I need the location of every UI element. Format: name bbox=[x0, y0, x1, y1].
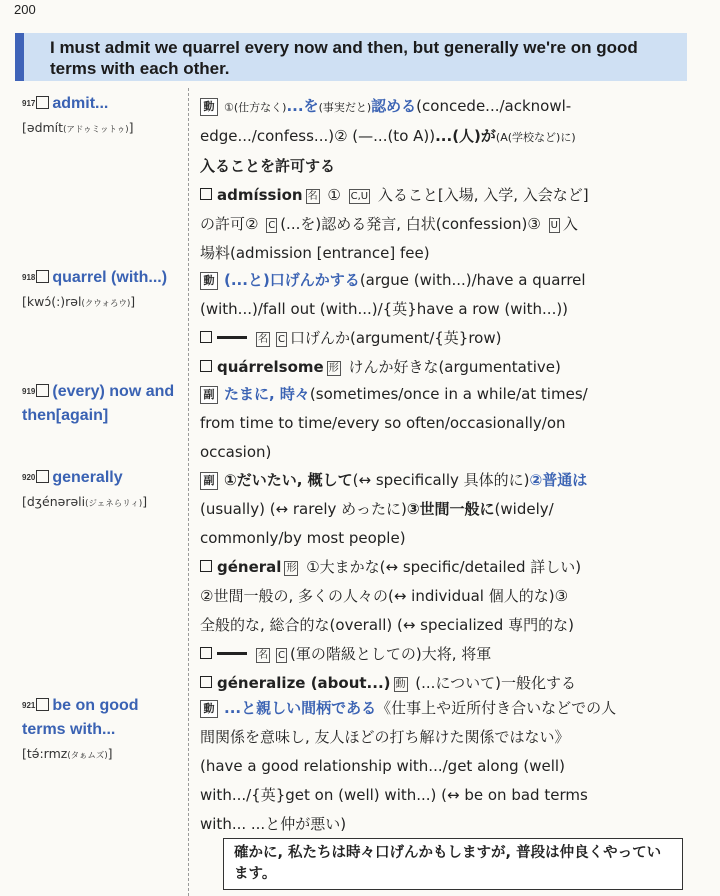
definition-text: ①大まかな(↔ specific/detailed 詳しい) bbox=[301, 558, 582, 576]
definition-line bbox=[200, 466, 660, 495]
definition-text: ②世間一般の, 多くの人々の(↔ individual 個人的な)③ bbox=[200, 587, 569, 605]
definition-line bbox=[200, 611, 660, 640]
checkbox-icon[interactable] bbox=[36, 384, 49, 397]
part-of-speech-badge: 副 bbox=[200, 386, 218, 404]
definition-text: quárrelsome bbox=[217, 358, 324, 376]
part-of-speech-badge: 動 bbox=[200, 98, 218, 116]
headword-text: (every) now and then[again] bbox=[22, 383, 175, 424]
definition-line bbox=[200, 640, 660, 669]
definition-line bbox=[200, 810, 660, 839]
derivative-checkbox-icon[interactable] bbox=[200, 676, 212, 688]
definition-text: (軍の階級としての)大将, 将軍 bbox=[289, 645, 492, 663]
definition-line bbox=[200, 181, 660, 210]
translation-box: 確かに, 私たちは時々口げんかもしますが, 普段は仲良くやっています。 bbox=[223, 838, 683, 890]
definition-text: ③世間一般に bbox=[406, 500, 495, 518]
entry-headword-block bbox=[22, 266, 182, 314]
grammar-tag: C bbox=[278, 334, 285, 345]
pronunciation: [tə́:rmz(タぁムズ)] bbox=[22, 746, 113, 761]
headword bbox=[22, 266, 182, 290]
definition-text: (usually) (↔ rarely めったに) bbox=[200, 500, 407, 518]
definition-line bbox=[200, 781, 660, 810]
headword-text: admit... bbox=[52, 95, 109, 112]
definition-text: ①だいたい, 概して bbox=[224, 471, 353, 489]
headword bbox=[22, 694, 182, 742]
grammar-tag: C,U bbox=[350, 191, 369, 202]
definition-text: with... ...と仲が悪い) bbox=[200, 815, 347, 833]
definition-text: (...を)認める発言, 白状(confession)③ bbox=[280, 215, 546, 233]
entry-number: 921 bbox=[22, 701, 36, 710]
definition-text: ...(人)が bbox=[435, 127, 496, 145]
definition-line bbox=[200, 122, 660, 152]
definition-text: (argue (with...)/have a quarrel bbox=[359, 271, 586, 289]
definition-line bbox=[200, 380, 660, 409]
headword-text: generally bbox=[52, 469, 123, 486]
pronunciation: [kwɔ́(:)rəl(クウォろウ)] bbox=[22, 294, 136, 309]
headword-dash-icon bbox=[217, 652, 247, 655]
checkbox-icon[interactable] bbox=[36, 270, 49, 283]
grammar-tag: U bbox=[550, 220, 558, 231]
entry-definition bbox=[200, 466, 660, 698]
definition-text: (have a good relationship with.../get along (well) bbox=[200, 757, 565, 775]
checkbox-icon[interactable] bbox=[36, 698, 49, 711]
entry-headword-block bbox=[22, 694, 182, 766]
definition-text: 入ること[入場, 入学, 入会など] bbox=[373, 186, 589, 204]
headword-dash-icon bbox=[217, 336, 247, 339]
grammar-tag: 形 bbox=[328, 363, 339, 374]
definition-line bbox=[200, 694, 660, 723]
headword bbox=[22, 92, 182, 116]
definition-text: 口げんか(argument/{英}row) bbox=[289, 329, 502, 347]
definition-text: with.../{英}get on (well) with...) (↔ be on bad terms bbox=[200, 786, 588, 804]
pronunciation: [ədmít(アドゥミットゥ)] bbox=[22, 120, 134, 135]
entry-definition bbox=[200, 380, 660, 467]
entry-headword-block bbox=[22, 380, 182, 428]
definition-text: edge.../confess...)② (—...(to A)) bbox=[200, 127, 436, 145]
definition-line bbox=[200, 409, 660, 438]
headword-text: quarrel (with...) bbox=[52, 269, 168, 286]
definition-text: (事実だと) bbox=[318, 101, 372, 114]
definition-text: géneralize (about...) bbox=[217, 674, 391, 692]
checkbox-icon[interactable] bbox=[36, 470, 49, 483]
definition-text: 《仕事上や近所付き合いなどでの人 bbox=[376, 699, 617, 717]
grammar-tag: 名 bbox=[258, 334, 268, 345]
page-number: 200 bbox=[14, 2, 36, 17]
definition-text: ① bbox=[322, 186, 346, 204]
definition-text: (...について)一般化する bbox=[410, 674, 576, 692]
definition-text: ...を bbox=[286, 97, 319, 115]
definition-text: admíssion bbox=[217, 186, 303, 204]
definition-text: 全般的な, 総合的な(overall) (↔ specialized 専門的な) bbox=[200, 616, 574, 634]
entry-headword-block bbox=[22, 466, 182, 514]
definition-text: の許可② bbox=[200, 215, 264, 233]
pronunciation: [dʒénərəli(ジェネらリィ)] bbox=[22, 494, 148, 509]
definition-line bbox=[200, 295, 660, 324]
entry-headword-block bbox=[22, 92, 182, 140]
derivative-checkbox-icon[interactable] bbox=[200, 188, 212, 200]
definition-text: (with...)/fall out (with...)/{英}have a row (with...)) bbox=[200, 300, 569, 318]
column-divider bbox=[188, 88, 189, 896]
definition-text: たまに, 時々 bbox=[224, 385, 310, 403]
entry-definition bbox=[200, 266, 660, 382]
part-of-speech-badge: 副 bbox=[200, 472, 218, 490]
definition-line bbox=[200, 266, 660, 295]
grammar-tag: 動 bbox=[395, 679, 406, 690]
definition-line bbox=[200, 353, 660, 382]
derivative-checkbox-icon[interactable] bbox=[200, 331, 212, 343]
definition-line bbox=[200, 438, 660, 467]
checkbox-icon[interactable] bbox=[36, 96, 49, 109]
definition-line bbox=[200, 239, 660, 268]
entry-definition bbox=[200, 694, 660, 839]
derivative-checkbox-icon[interactable] bbox=[200, 647, 212, 659]
definition-text: 認める bbox=[371, 97, 417, 115]
definition-text: occasion) bbox=[200, 443, 272, 461]
definition-text: ②普通は bbox=[529, 471, 588, 489]
definition-line bbox=[200, 495, 660, 524]
headword bbox=[22, 466, 182, 490]
definition-text: 場料(admission [entrance] fee) bbox=[200, 244, 430, 262]
definition-line bbox=[200, 723, 660, 752]
definition-line bbox=[200, 553, 660, 582]
definition-text: commonly/by most people) bbox=[200, 529, 406, 547]
part-of-speech-badge: 動 bbox=[200, 272, 218, 290]
grammar-tag: 形 bbox=[286, 563, 297, 574]
definition-text: けんか好きな(argumentative) bbox=[343, 358, 561, 376]
entry-number: 918 bbox=[22, 273, 36, 282]
entry-definition bbox=[200, 92, 660, 268]
part-of-speech-badge: 動 bbox=[200, 700, 218, 718]
definition-text: (concede.../acknowl- bbox=[416, 97, 572, 115]
entry-number: 919 bbox=[22, 387, 36, 396]
definition-text: 間関係を意味し, 友人ほどの打ち解けた関係ではない》 bbox=[200, 728, 570, 746]
headword-text: be on good terms with... bbox=[22, 697, 139, 738]
definition-line bbox=[200, 582, 660, 611]
headword bbox=[22, 380, 182, 428]
definition-text: (widely/ bbox=[494, 500, 554, 518]
definition-line bbox=[200, 752, 660, 781]
definition-text: 入 bbox=[562, 215, 578, 233]
derivative-checkbox-icon[interactable] bbox=[200, 560, 212, 572]
grammar-tag: 名 bbox=[258, 650, 268, 661]
definition-text: géneral bbox=[217, 558, 282, 576]
grammar-tag: C bbox=[268, 220, 276, 231]
entry-number: 917 bbox=[22, 99, 36, 108]
definition-text: ①(仕方なく) bbox=[224, 101, 287, 114]
grammar-tag: 名 bbox=[307, 191, 318, 202]
definition-text: (sometimes/once in a while/at times/ bbox=[309, 385, 588, 403]
definition-text: from time to time/every so often/occasionally/on bbox=[200, 414, 566, 432]
definition-text: (↔ specifically 具体的に) bbox=[352, 471, 530, 489]
definition-text: (A(学校など)に) bbox=[495, 131, 576, 144]
example-sentence-banner: I must admit we quarrel every now and then, but generally we're on good terms with each other. bbox=[15, 33, 687, 81]
definition-line bbox=[200, 152, 660, 181]
derivative-checkbox-icon[interactable] bbox=[200, 360, 212, 372]
definition-line bbox=[200, 92, 660, 122]
grammar-tag: C bbox=[278, 650, 285, 661]
definition-line bbox=[200, 210, 660, 239]
definition-text: (...と)口げんかする bbox=[224, 271, 360, 289]
definition-line bbox=[200, 324, 660, 353]
entry-number: 920 bbox=[22, 473, 36, 482]
definition-line bbox=[200, 524, 660, 553]
definition-text: 入ることを許可する bbox=[200, 157, 336, 175]
definition-text: ...と親しい間柄である bbox=[224, 699, 377, 717]
